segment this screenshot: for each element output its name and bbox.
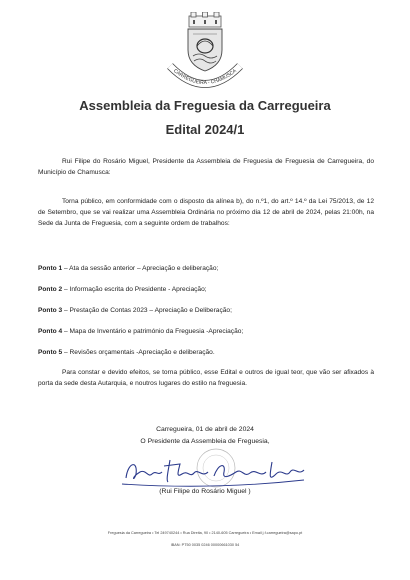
signer-name: (Rui Filipe do Rosário Miguel ): [159, 488, 251, 495]
agenda-item: [38, 305, 374, 326]
agenda-item-label: Ponto 1: [38, 265, 63, 272]
agenda-item-label: Ponto 4: [38, 328, 63, 335]
handwritten-signature: [118, 448, 308, 492]
agenda-item-label: Ponto 5: [38, 349, 63, 356]
agenda-item-label: Ponto 2: [38, 286, 63, 293]
footer-iban: IBAN: PT50 0035 0246 00000661030 54: [170, 543, 240, 547]
announcement-paragraph: Torna público, em conformidade com o disposto da alínea b), do n.º1, do art.º 14.º da Lei 75/2013, de 12 de Setembro, que se vai realizar uma Assembleia Ordinária no próximo dia 12 de abril de 2024, pelas 21:00h, na Sede da Junta de Freguesia, com a seguinte ordem de trabalhos:: [38, 198, 374, 227]
place-date: Carregueira, 01 de abril de 2024: [156, 426, 254, 433]
assembly-title: Assembleia da Freguesia da Carregueira: [79, 98, 331, 113]
agenda-list: [38, 263, 374, 368]
agenda-item-text: – Ata da sessão anterior – Apreciação e deliberação;: [62, 265, 219, 272]
signer-role: O Presidente da Assembleia de Freguesia,: [140, 438, 270, 445]
crest-motto: CARREGUEIRA - CHAMUSCA: [172, 68, 238, 87]
agenda-item-text: – Revisões orçamentais -Apreciação e deliberação.: [62, 349, 215, 356]
agenda-item: [38, 263, 374, 284]
agenda-item: [38, 347, 374, 368]
edital-number: Edital 2024/1: [165, 122, 245, 137]
agenda-item-label: Ponto 3: [38, 307, 63, 314]
footer-contact: Freguesia da Carregueira • Tel 249740244 • Rua Direita, 90 • 2140-605 Carregueira • Email j.f.carregueira@sapo.pt: [107, 531, 303, 535]
agenda-item: [38, 284, 374, 305]
coat-of-arms-icon: [160, 12, 250, 96]
agenda-item-text: – Prestação de Contas 2023 – Apreciação e Deliberação;: [62, 307, 232, 314]
intro-paragraph: Rui Filipe do Rosário Miguel, Presidente da Assembleia de Freguesia de Freguesia de Carregueira, do Município de Chamusca:: [38, 158, 374, 176]
agenda-item-text: – Mapa de Inventário e património da Freguesia -Apreciação;: [62, 328, 244, 335]
closing-paragraph: Para constar e devido efeitos, se torna público, esse Edital e outros de igual teor, que vão ser afixados à porta da sede desta Autarquia, e noutros lugares do estilo na freguesia.: [38, 369, 374, 387]
agenda-item-text: – Informação escrita do Presidente - Apreciação;: [62, 286, 207, 293]
agenda-item: [38, 326, 374, 347]
